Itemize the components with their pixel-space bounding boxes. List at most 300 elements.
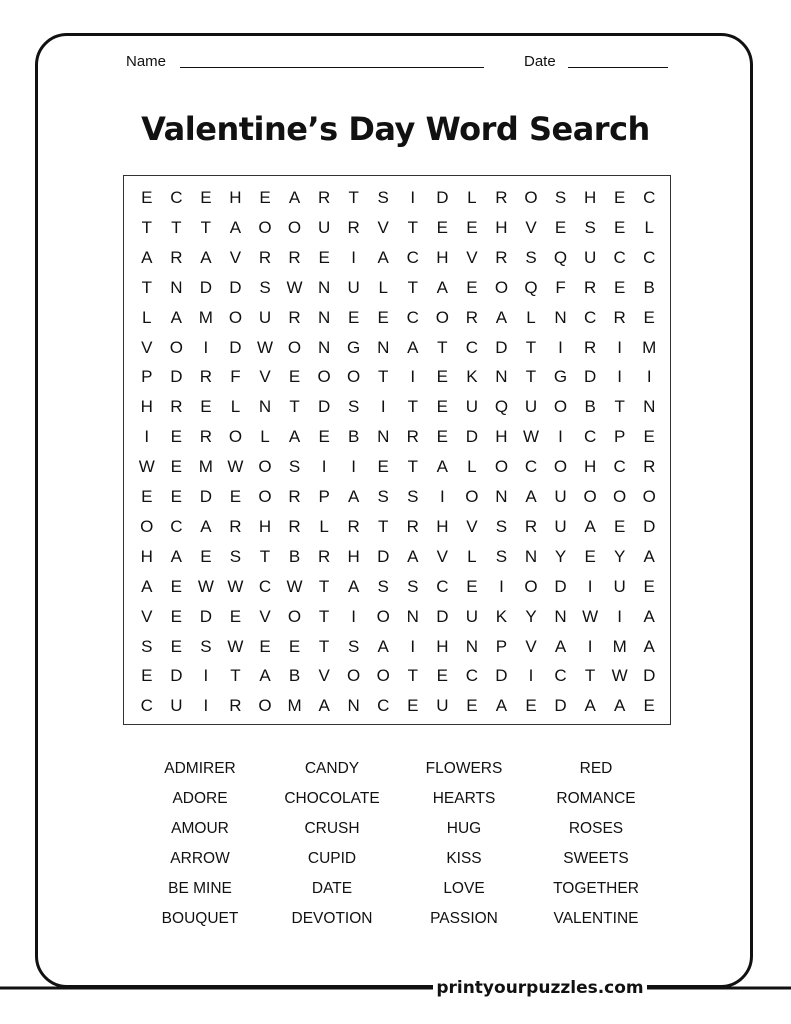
grid-letter[interactable]: D	[199, 277, 213, 297]
grid-letter[interactable]: H	[140, 546, 153, 566]
grid-letter[interactable]: H	[436, 636, 449, 656]
grid-letter[interactable]: E	[613, 188, 626, 207]
grid-letter[interactable]: E	[643, 307, 655, 327]
grid-letter[interactable]: O	[228, 307, 243, 327]
grid-letter[interactable]: L	[378, 277, 388, 297]
grid-letter[interactable]: A	[584, 516, 596, 536]
grid-letter[interactable]: I	[203, 337, 209, 357]
grid-letter[interactable]: D	[554, 576, 567, 596]
grid-letter[interactable]: O	[317, 367, 331, 387]
grid-letter[interactable]: V	[318, 666, 330, 686]
grid-letter[interactable]: T	[318, 636, 330, 656]
grid-letter[interactable]: C	[140, 696, 153, 716]
grid-letter[interactable]: R	[288, 516, 301, 536]
grid-letter[interactable]: B	[347, 427, 360, 447]
grid-letter[interactable]: C	[406, 247, 419, 267]
grid-letter[interactable]: E	[407, 696, 419, 716]
grid-letter[interactable]: O	[494, 457, 509, 477]
grid-letter[interactable]: W	[522, 427, 540, 447]
grid-letter[interactable]: R	[406, 427, 419, 447]
grid-letter[interactable]: A	[436, 277, 448, 297]
grid-letter[interactable]: R	[406, 516, 419, 536]
grid-letter[interactable]: R	[199, 367, 213, 387]
grid-letter[interactable]: P	[141, 367, 153, 387]
grid-letter[interactable]: D	[229, 337, 242, 357]
grid-letter[interactable]: A	[141, 576, 153, 596]
grid-letter[interactable]: R	[288, 307, 301, 327]
grid-letter[interactable]: R	[524, 516, 538, 536]
grid-letter[interactable]: C	[643, 247, 656, 267]
grid-letter[interactable]: C	[613, 247, 626, 267]
grid-letter[interactable]: O	[553, 397, 568, 417]
grid-letter[interactable]: T	[230, 666, 241, 686]
grid-letter[interactable]: A	[643, 636, 655, 656]
grid-letter[interactable]: A	[436, 457, 448, 477]
grid-letter[interactable]: V	[466, 247, 478, 267]
grid-letter[interactable]: U	[613, 576, 626, 596]
grid-letter[interactable]: O	[524, 188, 538, 207]
grid-letter[interactable]: U	[554, 487, 567, 506]
grid-letter[interactable]: H	[258, 516, 272, 536]
grid-letter[interactable]: E	[436, 427, 448, 447]
grid-letter[interactable]: O	[376, 606, 390, 626]
grid-letter[interactable]: A	[525, 487, 537, 506]
grid-letter[interactable]: V	[259, 367, 271, 387]
grid-letter[interactable]: O	[347, 666, 361, 686]
grid-letter[interactable]: R	[347, 516, 360, 536]
grid-letter[interactable]: O	[258, 457, 272, 477]
grid-letter[interactable]: T	[171, 217, 182, 237]
grid-letter[interactable]: D	[170, 666, 183, 686]
grid-letter[interactable]: V	[466, 516, 478, 536]
grid-letter[interactable]: S	[347, 397, 360, 417]
grid-letter[interactable]: E	[466, 217, 478, 237]
grid-letter[interactable]: N	[465, 636, 479, 656]
grid-letter[interactable]: E	[643, 576, 655, 596]
grid-letter[interactable]: L	[230, 397, 241, 417]
grid-letter[interactable]: E	[259, 188, 271, 207]
grid-letter[interactable]: Y	[613, 546, 626, 566]
grid-letter[interactable]: C	[465, 337, 479, 357]
grid-letter[interactable]: E	[141, 666, 153, 686]
grid-letter[interactable]: I	[617, 367, 623, 387]
grid-letter[interactable]: O	[287, 337, 302, 357]
grid-letter[interactable]: E	[141, 487, 153, 506]
grid-letter[interactable]: A	[200, 247, 212, 267]
grid-letter[interactable]: R	[583, 277, 597, 297]
grid-letter[interactable]: B	[584, 397, 596, 417]
grid-letter[interactable]: O	[376, 666, 390, 686]
grid-letter[interactable]: T	[348, 188, 359, 207]
grid-letter[interactable]: V	[525, 636, 537, 656]
grid-letter[interactable]: W	[227, 457, 244, 477]
grid-letter[interactable]: D	[465, 427, 479, 447]
grid-letter[interactable]: T	[200, 217, 212, 237]
grid-letter[interactable]: E	[170, 427, 182, 447]
grid-letter[interactable]: V	[229, 247, 242, 267]
grid-letter[interactable]: H	[436, 247, 449, 267]
grid-letter[interactable]: U	[258, 307, 272, 327]
grid-letter[interactable]: A	[347, 576, 360, 596]
grid-letter[interactable]: E	[170, 636, 182, 656]
grid-letter[interactable]: I	[351, 606, 357, 626]
name-line[interactable]	[180, 67, 484, 68]
grid-letter[interactable]: R	[317, 546, 331, 566]
grid-letter[interactable]: S	[377, 487, 389, 506]
grid-letter[interactable]: V	[436, 546, 448, 566]
grid-letter[interactable]: E	[229, 487, 242, 506]
grid-letter[interactable]: L	[260, 427, 270, 447]
grid-letter[interactable]: T	[437, 337, 448, 357]
grid-letter[interactable]: S	[259, 277, 271, 297]
grid-letter[interactable]: A	[288, 188, 301, 207]
grid-letter[interactable]: N	[258, 397, 272, 417]
grid-letter[interactable]: D	[229, 277, 242, 297]
grid-letter[interactable]: A	[141, 247, 153, 267]
grid-letter[interactable]: P	[613, 427, 626, 447]
grid-letter[interactable]: B	[288, 546, 301, 566]
grid-letter[interactable]: L	[467, 188, 477, 207]
grid-letter[interactable]: T	[525, 337, 537, 357]
grid-letter[interactable]: E	[288, 636, 301, 656]
grid-letter[interactable]: N	[170, 277, 183, 297]
grid-letter[interactable]: N	[495, 487, 508, 506]
grid-letter[interactable]: H	[495, 427, 508, 447]
grid-letter[interactable]: N	[377, 337, 390, 357]
grid-letter[interactable]: M	[287, 696, 302, 716]
grid-letter[interactable]: E	[613, 516, 626, 536]
grid-letter[interactable]: T	[407, 217, 418, 237]
grid-letter[interactable]: W	[611, 666, 628, 686]
grid-letter[interactable]: A	[495, 696, 508, 716]
grid-letter[interactable]: E	[259, 636, 271, 656]
grid-letter[interactable]: D	[377, 546, 390, 566]
grid-letter[interactable]: I	[617, 337, 623, 357]
grid-letter[interactable]: I	[528, 666, 534, 686]
grid-letter[interactable]: E	[229, 606, 242, 626]
grid-letter[interactable]: E	[643, 427, 655, 447]
grid-letter[interactable]: I	[203, 696, 209, 716]
grid-letter[interactable]: N	[554, 606, 567, 626]
grid-letter[interactable]: U	[347, 277, 360, 297]
grid-letter[interactable]: O	[465, 487, 479, 506]
grid-letter[interactable]: S	[288, 457, 301, 477]
grid-letter[interactable]: N	[554, 307, 567, 327]
grid-letter[interactable]: I	[410, 367, 416, 387]
grid-letter[interactable]: R	[583, 337, 597, 357]
grid-letter[interactable]: E	[318, 427, 330, 447]
grid-letter[interactable]: A	[347, 487, 360, 506]
grid-letter[interactable]: L	[467, 457, 477, 477]
grid-letter[interactable]: U	[554, 516, 567, 536]
grid-letter[interactable]: A	[170, 546, 182, 566]
grid-letter[interactable]: S	[407, 487, 419, 506]
grid-letter[interactable]: E	[377, 457, 389, 477]
grid-letter[interactable]: T	[407, 397, 418, 417]
grid-letter[interactable]: D	[554, 696, 567, 716]
grid-letter[interactable]: I	[617, 606, 623, 626]
grid-letter[interactable]: A	[613, 696, 626, 716]
grid-letter[interactable]: D	[643, 516, 656, 536]
grid-letter[interactable]: M	[612, 636, 627, 656]
grid-letter[interactable]: V	[141, 337, 153, 357]
grid-letter[interactable]: O	[287, 606, 302, 626]
grid-letter[interactable]: O	[494, 277, 509, 297]
grid-letter[interactable]: O	[287, 217, 302, 237]
grid-letter[interactable]: I	[499, 576, 504, 596]
grid-letter[interactable]: M	[198, 307, 213, 327]
grid-letter[interactable]: I	[351, 247, 357, 267]
grid-letter[interactable]: V	[259, 606, 271, 626]
grid-letter[interactable]: U	[317, 217, 331, 237]
grid-letter[interactable]: E	[554, 217, 567, 237]
grid-letter[interactable]: D	[317, 397, 331, 417]
grid-letter[interactable]: K	[466, 367, 478, 387]
grid-letter[interactable]: I	[410, 188, 416, 207]
grid-letter[interactable]: D	[199, 606, 213, 626]
grid-letter[interactable]: O	[169, 337, 183, 357]
grid-letter[interactable]: N	[495, 367, 508, 387]
grid-letter[interactable]: N	[406, 606, 419, 626]
grid-letter[interactable]: R	[199, 427, 213, 447]
grid-letter[interactable]: D	[436, 188, 449, 207]
grid-letter[interactable]: E	[466, 576, 478, 596]
grid-letter[interactable]: E	[200, 546, 212, 566]
grid-letter[interactable]: C	[583, 427, 597, 447]
grid-letter[interactable]: F	[230, 367, 241, 387]
grid-letter[interactable]: R	[317, 188, 331, 207]
grid-letter[interactable]: O	[347, 367, 361, 387]
grid-letter[interactable]: O	[553, 457, 568, 477]
grid-letter[interactable]: O	[642, 487, 656, 506]
grid-letter[interactable]: A	[229, 217, 242, 237]
grid-letter[interactable]: I	[587, 576, 593, 596]
grid-letter[interactable]: T	[614, 397, 625, 417]
grid-letter[interactable]: T	[289, 397, 300, 417]
grid-letter[interactable]: O	[258, 217, 272, 237]
grid-letter[interactable]: I	[351, 457, 357, 477]
grid-letter[interactable]: U	[583, 247, 597, 267]
grid-letter[interactable]: D	[583, 367, 597, 387]
grid-letter[interactable]: C	[554, 666, 567, 686]
grid-letter[interactable]: E	[436, 217, 448, 237]
grid-letter[interactable]: S	[584, 217, 596, 237]
grid-letter[interactable]: R	[229, 516, 242, 536]
grid-letter[interactable]: K	[495, 606, 508, 626]
grid-letter[interactable]: S	[229, 546, 242, 566]
grid-letter[interactable]: M	[198, 457, 213, 477]
grid-letter[interactable]: U	[170, 696, 183, 716]
grid-letter[interactable]: B	[288, 666, 301, 686]
grid-letter[interactable]: A	[407, 546, 419, 566]
grid-letter[interactable]: C	[258, 576, 272, 596]
grid-letter[interactable]: S	[407, 576, 419, 596]
grid-letter[interactable]: N	[347, 696, 360, 716]
grid-letter[interactable]: A	[407, 337, 419, 357]
grid-letter[interactable]: H	[436, 516, 449, 536]
grid-letter[interactable]: O	[140, 516, 154, 536]
grid-letter[interactable]: S	[495, 516, 508, 536]
grid-letter[interactable]: E	[200, 188, 212, 207]
grid-letter[interactable]: D	[436, 606, 449, 626]
grid-letter[interactable]: E	[613, 217, 626, 237]
grid-letter[interactable]: C	[465, 666, 479, 686]
grid-letter[interactable]: E	[200, 397, 212, 417]
grid-letter[interactable]: I	[558, 337, 563, 357]
grid-letter[interactable]: N	[377, 427, 390, 447]
grid-letter[interactable]: I	[587, 636, 593, 656]
grid-letter[interactable]: W	[286, 277, 303, 297]
grid-letter[interactable]: W	[138, 457, 155, 477]
grid-letter[interactable]: R	[170, 397, 183, 417]
grid-letter[interactable]: R	[347, 217, 360, 237]
grid-letter[interactable]: H	[583, 457, 597, 477]
grid-letter[interactable]: C	[613, 457, 626, 477]
grid-letter[interactable]: M	[642, 337, 657, 357]
grid-letter[interactable]: O	[524, 576, 538, 596]
grid-letter[interactable]: N	[317, 307, 331, 327]
grid-letter[interactable]: A	[318, 696, 330, 716]
grid-letter[interactable]: S	[554, 188, 567, 207]
grid-letter[interactable]: V	[525, 217, 537, 237]
grid-letter[interactable]: S	[347, 636, 360, 656]
grid-letter[interactable]: S	[495, 546, 508, 566]
grid-letter[interactable]: I	[646, 367, 652, 387]
grid-letter[interactable]: W	[256, 337, 274, 357]
grid-letter[interactable]: A	[643, 606, 655, 626]
grid-letter[interactable]: U	[436, 696, 449, 716]
grid-letter[interactable]: I	[321, 457, 327, 477]
grid-letter[interactable]: H	[495, 217, 508, 237]
grid-letter[interactable]: O	[435, 307, 449, 327]
grid-letter[interactable]: R	[495, 188, 508, 207]
grid-letter[interactable]: W	[197, 576, 214, 596]
grid-letter[interactable]: G	[347, 337, 361, 357]
grid-letter[interactable]: R	[288, 247, 301, 267]
grid-letter[interactable]: A	[170, 307, 182, 327]
grid-letter[interactable]: E	[318, 247, 330, 267]
grid-letter[interactable]: L	[644, 217, 654, 237]
grid-letter[interactable]: C	[524, 457, 538, 477]
grid-letter[interactable]: A	[584, 696, 596, 716]
grid-letter[interactable]: E	[170, 487, 182, 506]
grid-letter[interactable]: E	[436, 666, 448, 686]
grid-letter[interactable]: T	[407, 457, 418, 477]
grid-letter[interactable]: I	[380, 397, 386, 417]
grid-letter[interactable]: R	[465, 307, 479, 327]
grid-letter[interactable]: A	[377, 247, 389, 267]
grid-letter[interactable]: U	[465, 397, 479, 417]
grid-letter[interactable]: D	[643, 666, 656, 686]
grid-letter[interactable]: A	[495, 307, 508, 327]
grid-letter[interactable]: E	[377, 307, 389, 327]
grid-letter[interactable]: C	[406, 307, 419, 327]
grid-letter[interactable]: E	[466, 277, 478, 297]
grid-letter[interactable]: C	[170, 516, 183, 536]
grid-letter[interactable]: Q	[494, 397, 509, 417]
grid-letter[interactable]: Q	[524, 277, 538, 297]
grid-letter[interactable]: Y	[525, 606, 537, 626]
grid-letter[interactable]: O	[228, 427, 243, 447]
grid-letter[interactable]: C	[170, 188, 183, 207]
grid-letter[interactable]: I	[144, 427, 150, 447]
grid-letter[interactable]: D	[495, 337, 508, 357]
grid-letter[interactable]: R	[229, 696, 242, 716]
grid-letter[interactable]: E	[347, 307, 360, 327]
grid-letter[interactable]: A	[200, 516, 212, 536]
grid-letter[interactable]: W	[286, 576, 303, 596]
grid-letter[interactable]: O	[613, 487, 627, 506]
grid-letter[interactable]: R	[495, 247, 508, 267]
grid-letter[interactable]: E	[643, 696, 655, 716]
date-line[interactable]	[568, 67, 668, 68]
grid-letter[interactable]: E	[436, 367, 448, 387]
grid-letter[interactable]: I	[558, 427, 563, 447]
grid-letter[interactable]: C	[377, 696, 390, 716]
grid-letter[interactable]: L	[319, 516, 329, 536]
grid-letter[interactable]: E	[525, 696, 537, 716]
grid-letter[interactable]: Y	[554, 546, 567, 566]
grid-letter[interactable]: U	[524, 397, 538, 417]
grid-letter[interactable]: O	[258, 696, 272, 716]
grid-letter[interactable]: D	[495, 666, 508, 686]
grid-letter[interactable]: T	[407, 666, 418, 686]
grid-letter[interactable]: P	[495, 636, 508, 656]
grid-letter[interactable]: S	[525, 247, 537, 267]
grid-letter[interactable]: I	[410, 636, 416, 656]
grid-letter[interactable]: T	[525, 367, 537, 387]
grid-letter[interactable]: C	[583, 307, 597, 327]
grid-letter[interactable]: S	[200, 636, 212, 656]
grid-letter[interactable]: T	[584, 666, 596, 686]
grid-letter[interactable]: T	[141, 217, 152, 237]
grid-letter[interactable]: H	[347, 546, 360, 566]
grid-letter[interactable]: I	[439, 487, 445, 506]
grid-letter[interactable]: T	[407, 277, 418, 297]
grid-letter[interactable]: F	[555, 277, 566, 297]
grid-letter[interactable]: C	[436, 576, 449, 596]
grid-letter[interactable]: D	[199, 487, 213, 506]
grid-letter[interactable]: L	[526, 307, 536, 327]
grid-letter[interactable]: A	[554, 636, 567, 656]
grid-letter[interactable]: S	[141, 636, 153, 656]
grid-letter[interactable]: E	[613, 277, 626, 297]
grid-letter[interactable]: P	[318, 487, 330, 506]
grid-letter[interactable]: G	[553, 367, 568, 387]
grid-letter[interactable]: T	[378, 367, 389, 387]
grid-letter[interactable]: D	[170, 367, 183, 387]
grid-letter[interactable]: W	[227, 636, 244, 656]
grid-letter[interactable]: W	[227, 576, 244, 596]
grid-letter[interactable]: O	[258, 487, 272, 506]
grid-letter[interactable]: U	[465, 606, 479, 626]
grid-letter[interactable]: I	[203, 666, 209, 686]
grid-letter[interactable]: E	[170, 457, 182, 477]
grid-letter[interactable]: L	[467, 546, 477, 566]
grid-letter[interactable]: R	[643, 457, 656, 477]
grid-letter[interactable]: S	[377, 188, 389, 207]
grid-letter[interactable]: A	[288, 427, 301, 447]
grid-letter[interactable]: N	[524, 546, 538, 566]
grid-letter[interactable]: N	[643, 397, 656, 417]
grid-letter[interactable]: E	[584, 546, 596, 566]
grid-letter[interactable]: N	[317, 337, 331, 357]
grid-letter[interactable]: O	[583, 487, 597, 506]
grid-letter[interactable]: H	[140, 397, 153, 417]
grid-letter[interactable]: H	[583, 188, 597, 207]
grid-letter[interactable]: L	[142, 307, 152, 327]
grid-letter[interactable]: E	[466, 696, 478, 716]
